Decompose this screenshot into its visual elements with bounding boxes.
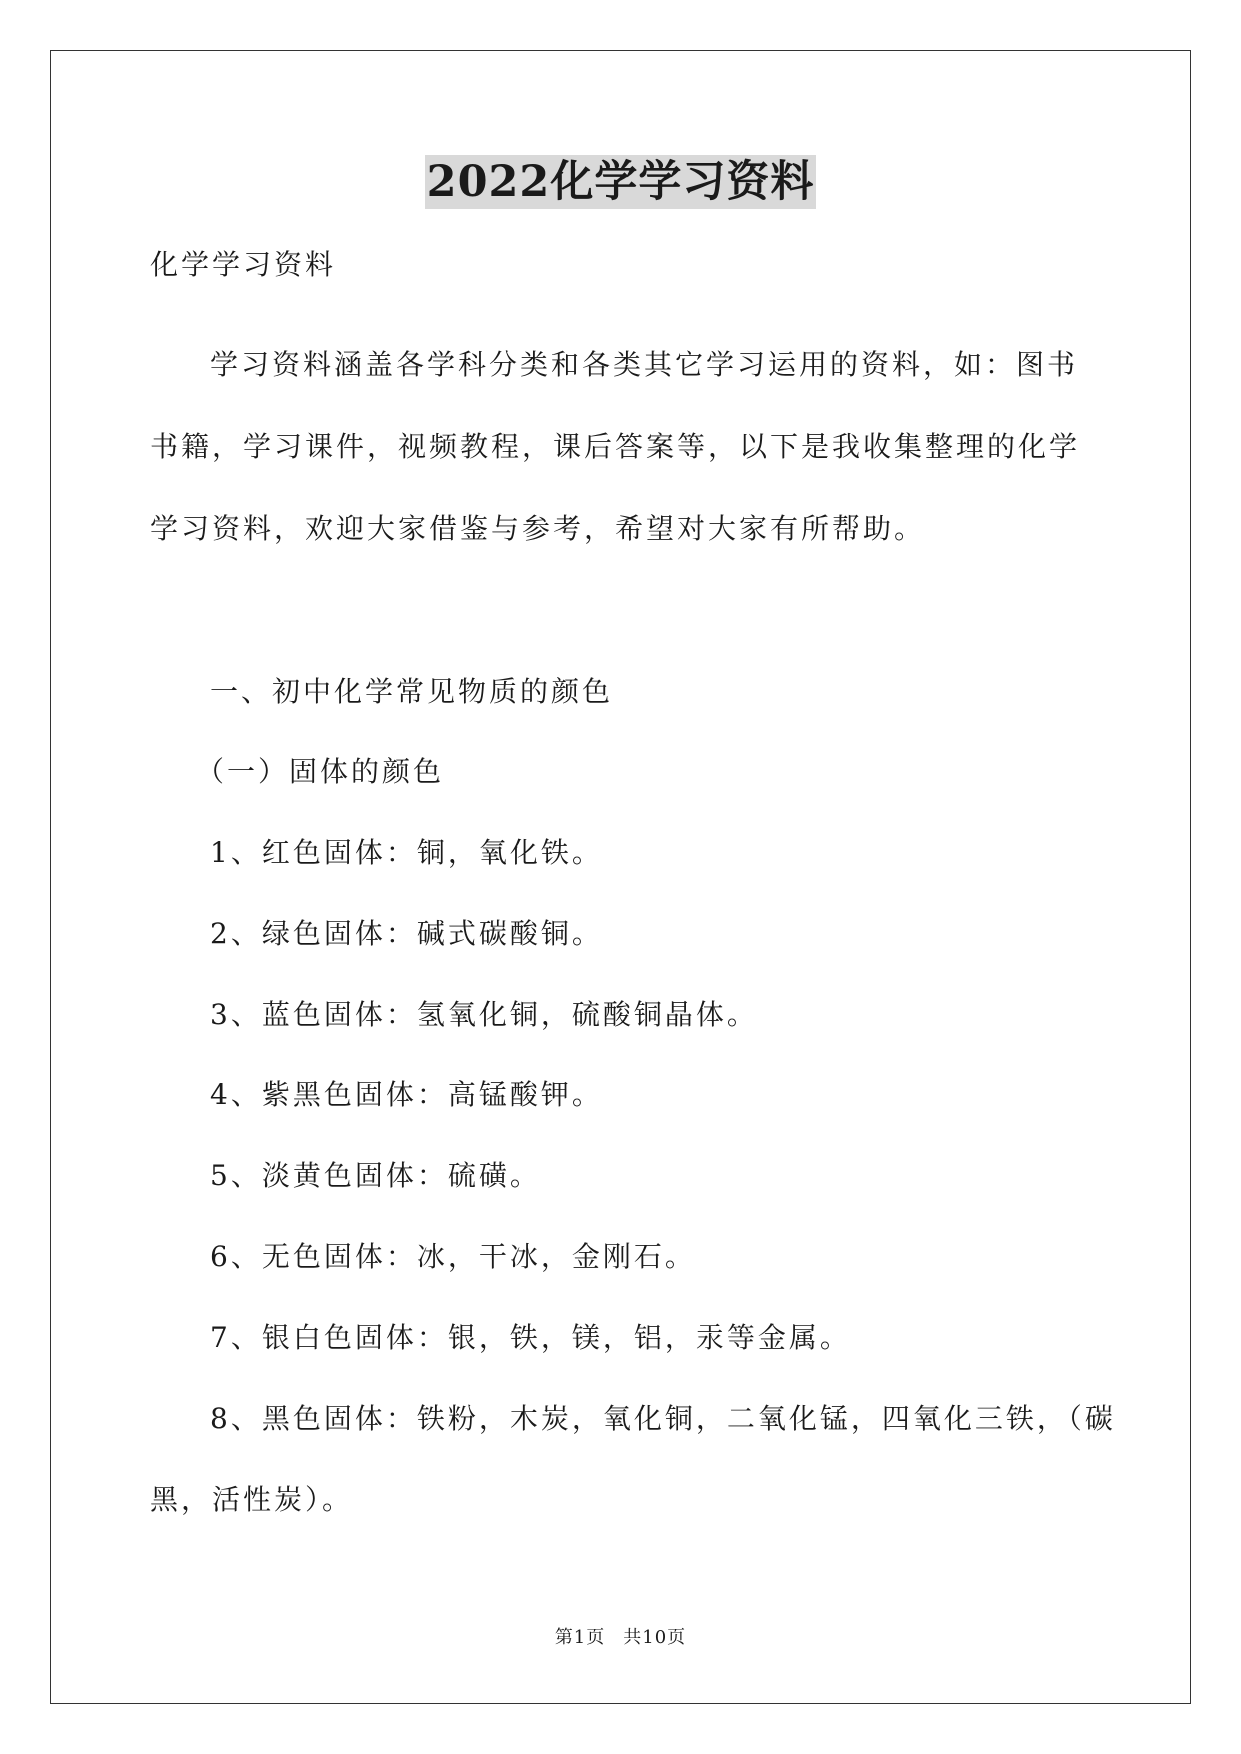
page-number: 第1页	[554, 1627, 606, 1648]
intro-line-1: 学习资料涵盖各学科分类和各类其它学习运用的资料，如：图书	[210, 348, 1079, 381]
page-border	[50, 50, 1191, 1704]
list-item-8-line-2: 黑，活性炭）。	[150, 1483, 354, 1516]
list-item-8-line-1: 8、黑色固体：铁粉，木炭，氧化铜，二氧化锰，四氧化三铁，（碳	[210, 1402, 1116, 1435]
page-footer	[0, 1626, 1241, 1650]
list-item: 5、淡黄色固体：硫磺。	[210, 1159, 541, 1192]
list-item: 6、无色固体：冰，干冰，金刚石。	[210, 1240, 696, 1273]
intro-line-3: 学习资料，欢迎大家借鉴与参考，希望对大家有所帮助。	[150, 512, 926, 545]
title-container	[0, 155, 1241, 209]
list-item: 7、银白色固体：银，铁，镁，铝，汞等金属。	[210, 1321, 851, 1354]
list-item: 1、红色固体：铜，氧化铁。	[210, 836, 603, 869]
document-title: 2022化学学习资料	[426, 157, 815, 207]
list-item: 2、绿色固体：碱式碳酸铜。	[210, 917, 603, 950]
intro-line-2: 书籍，学习课件，视频教程，课后答案等，以下是我收集整理的化学	[150, 430, 1081, 463]
subsection-heading: （一）固体的颜色	[196, 755, 445, 788]
page-total: 共10页	[623, 1627, 687, 1648]
list-item: 3、蓝色固体：氢氧化铜，硫酸铜晶体。	[210, 998, 758, 1031]
subtitle: 化学学习资料	[150, 248, 337, 281]
section-heading: 一、初中化学常见物质的颜色	[210, 675, 614, 708]
list-item: 4、紫黑色固体：高锰酸钾。	[210, 1078, 603, 1111]
